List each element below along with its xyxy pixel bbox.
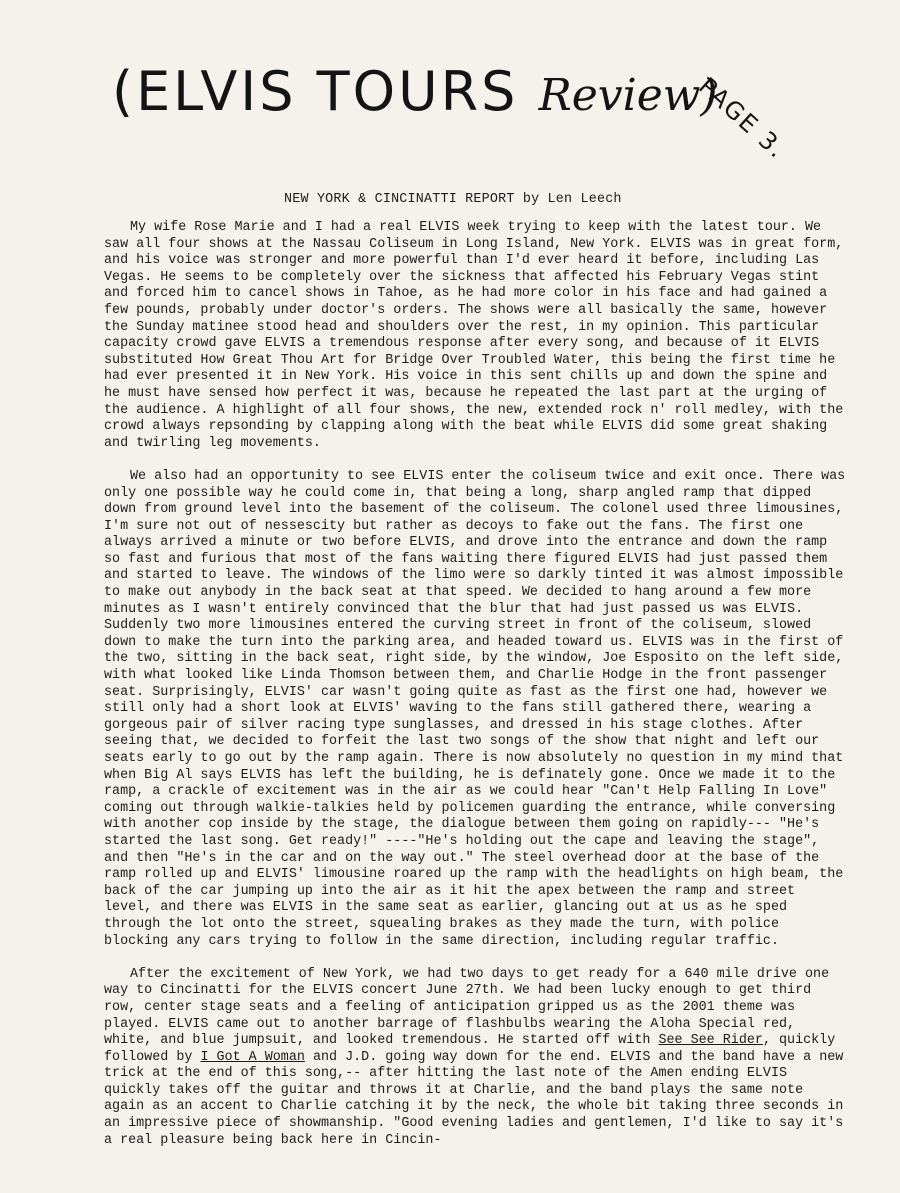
- song-title-see-see-rider: See See Rider: [658, 1033, 763, 1049]
- article-body: [104, 220, 849, 1166]
- song-title-i-got-a-woman: I Got A Woman: [200, 1049, 305, 1065]
- paragraph-text: After the excitement of New York, we had two days to get ready for a 640 mile drive one way to Cincinatti for the ELVIS concert June 27th. We had been lucky enough to get third row, center stage seats and a feeling of anticipation gripped us as the 2001 theme was played. ELVIS came out to another barrage of flashbulbs wearing the Aloha Special red, white, and blue jumpsuit, and looked tremendous. He started off with: [104, 966, 830, 1049]
- paragraph-text: , quickly followed by: [104, 1033, 836, 1065]
- masthead-title: [112, 60, 718, 123]
- report-title: NEW YORK & CINCINATTI REPORT by Len Leech: [284, 192, 622, 207]
- paragraph-nassau-shows: My wife Rose Marie and I had a real ELVIS week trying to keep with the latest tour. We saw all four shows at the Nassau Coliseum in Long Island, New York. ELVIS was in great form, and his voice was stronger and more powerful than I'd ever heard it before, including Las Vegas. He seems to be completely over the sickness that affected his February Vegas stint and forced him to cancel shows in Tahoe, as he had more color in his face and had gained a few pounds, probably under doctor's orders. The shows were all basically the same, however the Sunday matinee stood head and shoulders over the rest, in my opinion. This particular capacity crowd gave ELVIS a tremendous response after every song, and because of it ELVIS substituted How Great Thou Art for Bridge Over Troubled Water, this being the first time he had ever presented it in New York. His voice in this sent chills up and down the spine and he must have sensed how perfect it was, because he repeated the last part at the urging of the audience. A highlight of all four shows, the new, extended rock n' roll medley, with the crowd always repsonding by clapping along with the beat while ELVIS did some great shaking and twirling leg movements.: [104, 220, 844, 451]
- page-number-mark: PAGE 3.: [693, 72, 792, 165]
- paragraph-cincinatti: [104, 967, 849, 1150]
- paragraph-text: and J.D. going way down for the end. ELVIS and the band have a new trick at the end of this song,-- after hitting the last note of the Amen ending ELVIS quickly takes off the guitar and throws it at Charlie, and the band plays the same note again as an accent to Charlie catching it by the neck, the whole bit taking three seconds in an impressive piece of showmanship. "Good evening ladies and gentlemen, I'd like to say it's a real pleasure being back here in Cincin-: [104, 1049, 844, 1148]
- masthead-title-review: Review): [538, 70, 718, 121]
- paragraph-limousines: We also had an opportunity to see ELVIS enter the coliseum twice and exit once. There was only one possible way he could come in, that being a long, sharp angled ramp that dipped down from ground level into the basement of the coliseum. The colonel used three limousines, I'm sure not out of nessescity but rather as decoys to fake out the fans. The first one always arrived a minute or two before ELVIS, and drove into the entrance and down the ramp so fast and furious that most of the fans waiting there figured ELVIS had just passed them and started to leave. The windows of the limo were so darkly tinted it was almost impossible to make out anybody in the back seat at that speed. We decided to hang around a few more minutes as I wasn't entirely convinced that the blur that had just passed us was ELVIS. Suddenly two more limousines entered the curving street in front of the coliseum, slowed down to make the turn into the parking area, and headed toward us. ELVIS was in the first of the two, sitting in the back seat, right side, by the window, Joe Esposito on the left side, with what looked like Linda Thomson between them, and Charlie Hodge in the front passenger seat. Surprisingly, ELVIS' car wasn't going quite as fast as the first one had, however we still only had a short look at ELVIS' waving to the fans still gathered there, wearing a gorgeous pair of silver racing type sunglasses, and dressed in his stage clothes. After seeing that, we decided to forfeit the last two songs of the show that night and left our seats early to go out by the ramp again. There is now absolutely no question in my mind that when Big Al says ELVIS has left the building, he is definately gone. Once we made it to the ramp, a crackle of excitement was in the air as we could hear "Can't Help Falling In Love" coming out through walkie-talkies held by policemen guarding the entrance, while conversing with another cop inside by the stage, the dialogue between them going on rapidly--- "He's started the last song. Get ready!" ----"He's holding out the cape and leaving the stage", and then "He's in the car and on the way out." The steel overhead door at the base of the ramp rolled up and ELVIS' limousine roared up the ramp with the headlights on high beam, the back of the car jumping up into the air as it hit the apex between the ramp and street level, and there was ELVIS in the same seat as earlier, glancing out at us as he sped through the lot onto the street, squealing brakes as they made the turn, with police blocking any cars trying to follow in the same direction, including regular traffic.: [104, 468, 846, 949]
- masthead-title-main: (ELVIS TOURS: [112, 60, 539, 123]
